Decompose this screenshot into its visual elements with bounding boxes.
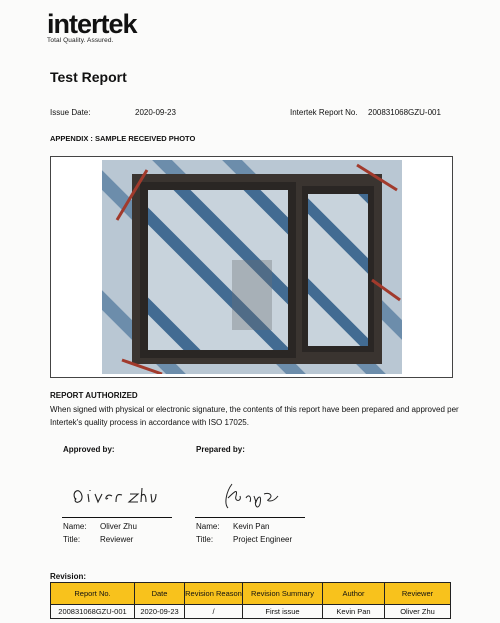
sample-photo-frame: [50, 156, 453, 378]
sample-window-photo: [102, 160, 402, 374]
approver-name: Oliver Zhu: [100, 522, 137, 531]
approver-name-label: Name:: [63, 522, 87, 531]
approver-title-label: Title:: [63, 535, 81, 544]
appendix-heading: APPENDIX : SAMPLE RECEIVED PHOTO: [50, 134, 196, 143]
preparer-name-label: Name:: [196, 522, 220, 531]
table-row: [51, 605, 451, 619]
intertek-logo: [47, 10, 137, 44]
approved-by-label: Approved by:: [63, 445, 115, 454]
logo-tagline: Total Quality. Assured.: [47, 37, 114, 44]
cell-revision-reason: /: [185, 605, 243, 619]
preparer-title: Project Engineer: [233, 535, 293, 544]
cell-revision-summary: First issue: [243, 605, 323, 619]
issue-date-label: Issue Date:: [50, 108, 91, 117]
col-author: Author: [323, 583, 385, 605]
preparer-signature: [222, 478, 288, 512]
preparer-title-label: Title:: [196, 535, 214, 544]
cell-author: Kevin Pan: [323, 605, 385, 619]
cell-reviewer: Oliver Zhu: [385, 605, 451, 619]
logo-word: intertek: [47, 9, 137, 39]
cell-date: 2020-09-23: [135, 605, 185, 619]
report-number-label: Intertek Report No.: [290, 108, 358, 117]
col-revision-reason: Revision Reason: [185, 583, 243, 605]
page-title: Test Report: [50, 69, 127, 85]
prepared-by-label: Prepared by:: [196, 445, 245, 454]
report-authorized-text: When signed with physical or electronic signature, the contents of this report have been prepared and approved per Intertek's quality process in accordance with ISO 17025.: [50, 405, 459, 427]
revision-label: Revision:: [50, 572, 87, 581]
col-revision-summary: Revision Summary: [243, 583, 323, 605]
cell-report-no: 200831068GZU-001: [51, 605, 135, 619]
issue-date-value: 2020-09-23: [135, 108, 176, 117]
preparer-name: Kevin Pan: [233, 522, 270, 531]
approver-title: Reviewer: [100, 535, 134, 544]
revision-table-header: [51, 583, 451, 605]
col-date: Date: [135, 583, 185, 605]
report-authorized-heading: REPORT AUTHORIZED: [50, 391, 138, 400]
col-reviewer: Reviewer: [385, 583, 451, 605]
col-report-no: Report No.: [51, 583, 135, 605]
revision-table: [50, 582, 451, 619]
preparer-signature-line: [195, 517, 305, 518]
approver-signature-line: [62, 517, 172, 518]
report-number-value: 200831068GZU-001: [368, 108, 441, 117]
approver-signature: [68, 482, 158, 512]
